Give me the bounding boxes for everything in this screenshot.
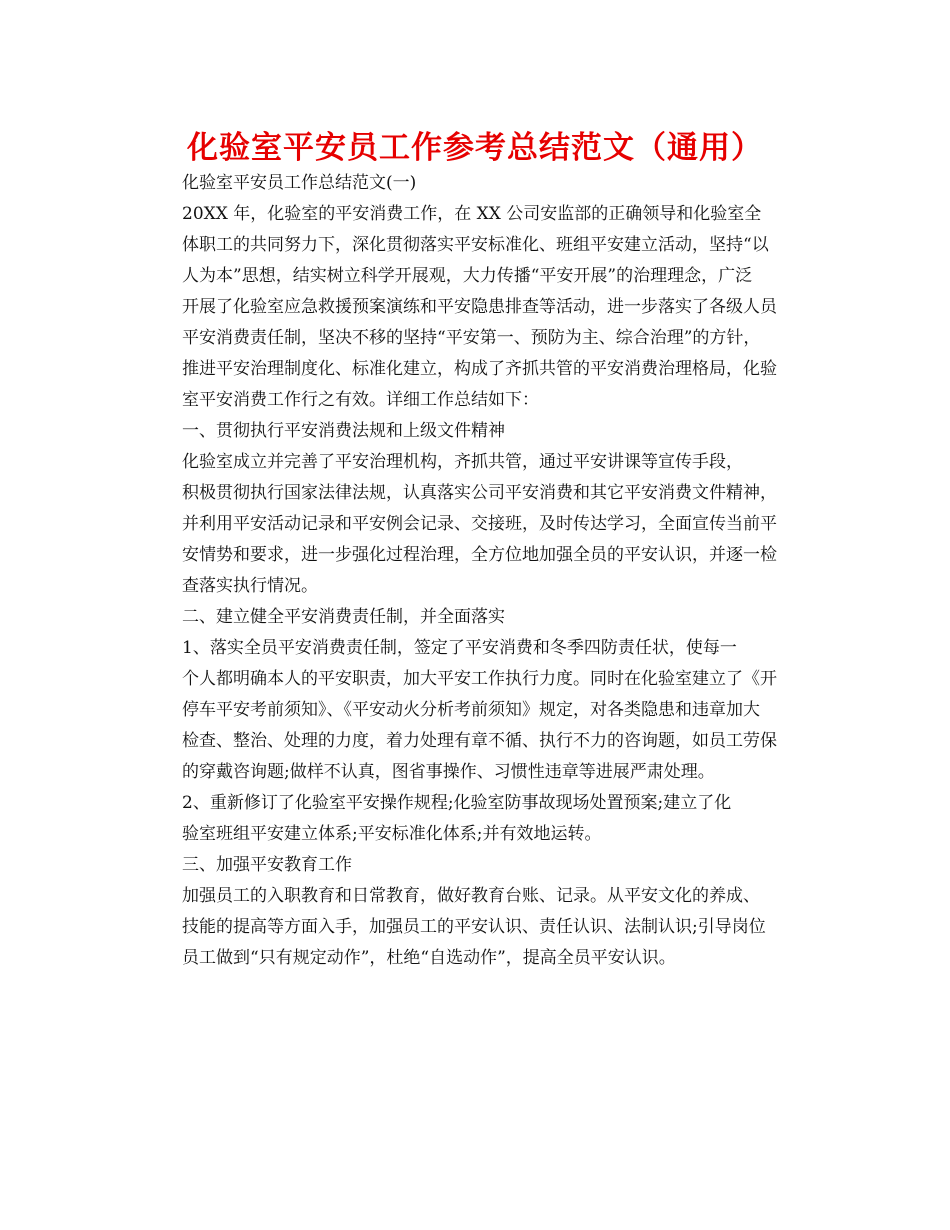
text-line: 员工做到“只有规定动作”，杜绝“自选动作”，提高全员平安认识。 — [182, 948, 676, 968]
text-line: 验室班组平安建立体系;平安标准化体系;并有效地运转。 — [182, 824, 602, 844]
paragraph — [146, 788, 806, 850]
section-heading — [146, 416, 806, 447]
text-line: 积极贯彻执行国家法律法规，认真落实公司平安消费和其它平安消费文件精神， — [182, 483, 777, 503]
text-line: 20XX 年，化验室的平安消费工作，在 XX 公司安监部的正确领导和化验室全 — [182, 204, 762, 224]
text-line: 停车平安考前须知》、《平安动火分析考前须知》规定，对各类隐患和违章加大 — [182, 700, 760, 720]
text-line: 检查、整治、处理的力度，着力处理有章不循、执行不力的咨询题，如员工劳保 — [182, 731, 777, 751]
text-line: 安情势和要求，进一步强化过程治理，全方位地加强全员的平安认识，并逐一检 — [182, 545, 777, 565]
text-line: 并利用平安活动记录和平安例会记录、交接班，及时传达学习，全面宣传当前平 — [182, 514, 777, 534]
text-line: 化验室平安员工作总结范文(一) — [182, 173, 417, 193]
text-line: 开展了化验室应急救援预案演练和平安隐患排查等活动，进一步落实了各级人员 — [182, 297, 777, 317]
text-line: 的穿戴咨询题;做样不认真，图省事操作、习惯性违章等进展严肃处理。 — [182, 762, 715, 782]
text-line: 一、贯彻执行平安消费法规和上级文件精神 — [182, 421, 505, 441]
text-line: 体职工的共同努力下，深化贯彻落实平安标准化、班组平安建立活动，坚持“以 — [182, 235, 769, 255]
text-line: 推进平安治理制度化、标准化建立，构成了齐抓共管的平安消费治理格局，化验 — [182, 359, 777, 379]
text-line: 人为本”思想，结实树立科学开展观，大力传播“平安开展”的治理理念，广泛 — [182, 266, 753, 286]
text-line: 个人都明确本人的平安职责，加大平安工作执行力度。同时在化验室建立了《开 — [182, 669, 777, 689]
text-line: 技能的提高等方面入手，加强员工的平安认识、责任认识、法制认识;引导岗位 — [182, 917, 766, 937]
text-line: 2、重新修订了化验室平安操作规程;化验室防事故现场处置预案;建立了化 — [182, 793, 732, 813]
paragraph — [146, 447, 806, 602]
text-line: 平安消费责任制，坚决不移的坚持“平安第一、预防为主、综合治理”的方针， — [182, 328, 761, 348]
text-line: 二、建立健全平安消费责任制，并全面落实 — [182, 607, 505, 627]
section-heading — [146, 168, 806, 199]
paragraph — [146, 199, 806, 416]
text-line: 查落实执行情况。 — [182, 576, 318, 596]
text-line: 化验室成立并完善了平安治理机构，齐抓共管，通过平安讲课等宣传手段， — [182, 452, 743, 472]
text-line: 加强员工的入职教育和日常教育，做好教育台账、记录。从平安文化的养成、 — [182, 886, 760, 906]
text-line: 室平安消费工作行之有效。详细工作总结如下： — [182, 390, 539, 410]
text-line: 三、加强平安教育工作 — [182, 855, 352, 875]
document-body — [146, 168, 806, 974]
document-title: 化验室平安员工作参考总结范文（通用） — [187, 130, 763, 166]
paragraph — [146, 881, 806, 974]
paragraph — [146, 633, 806, 788]
text-line: 1、落实全员平安消费责任制，签定了平安消费和冬季四防责任状，使每一 — [182, 638, 737, 658]
section-heading — [146, 602, 806, 633]
section-heading — [146, 850, 806, 881]
